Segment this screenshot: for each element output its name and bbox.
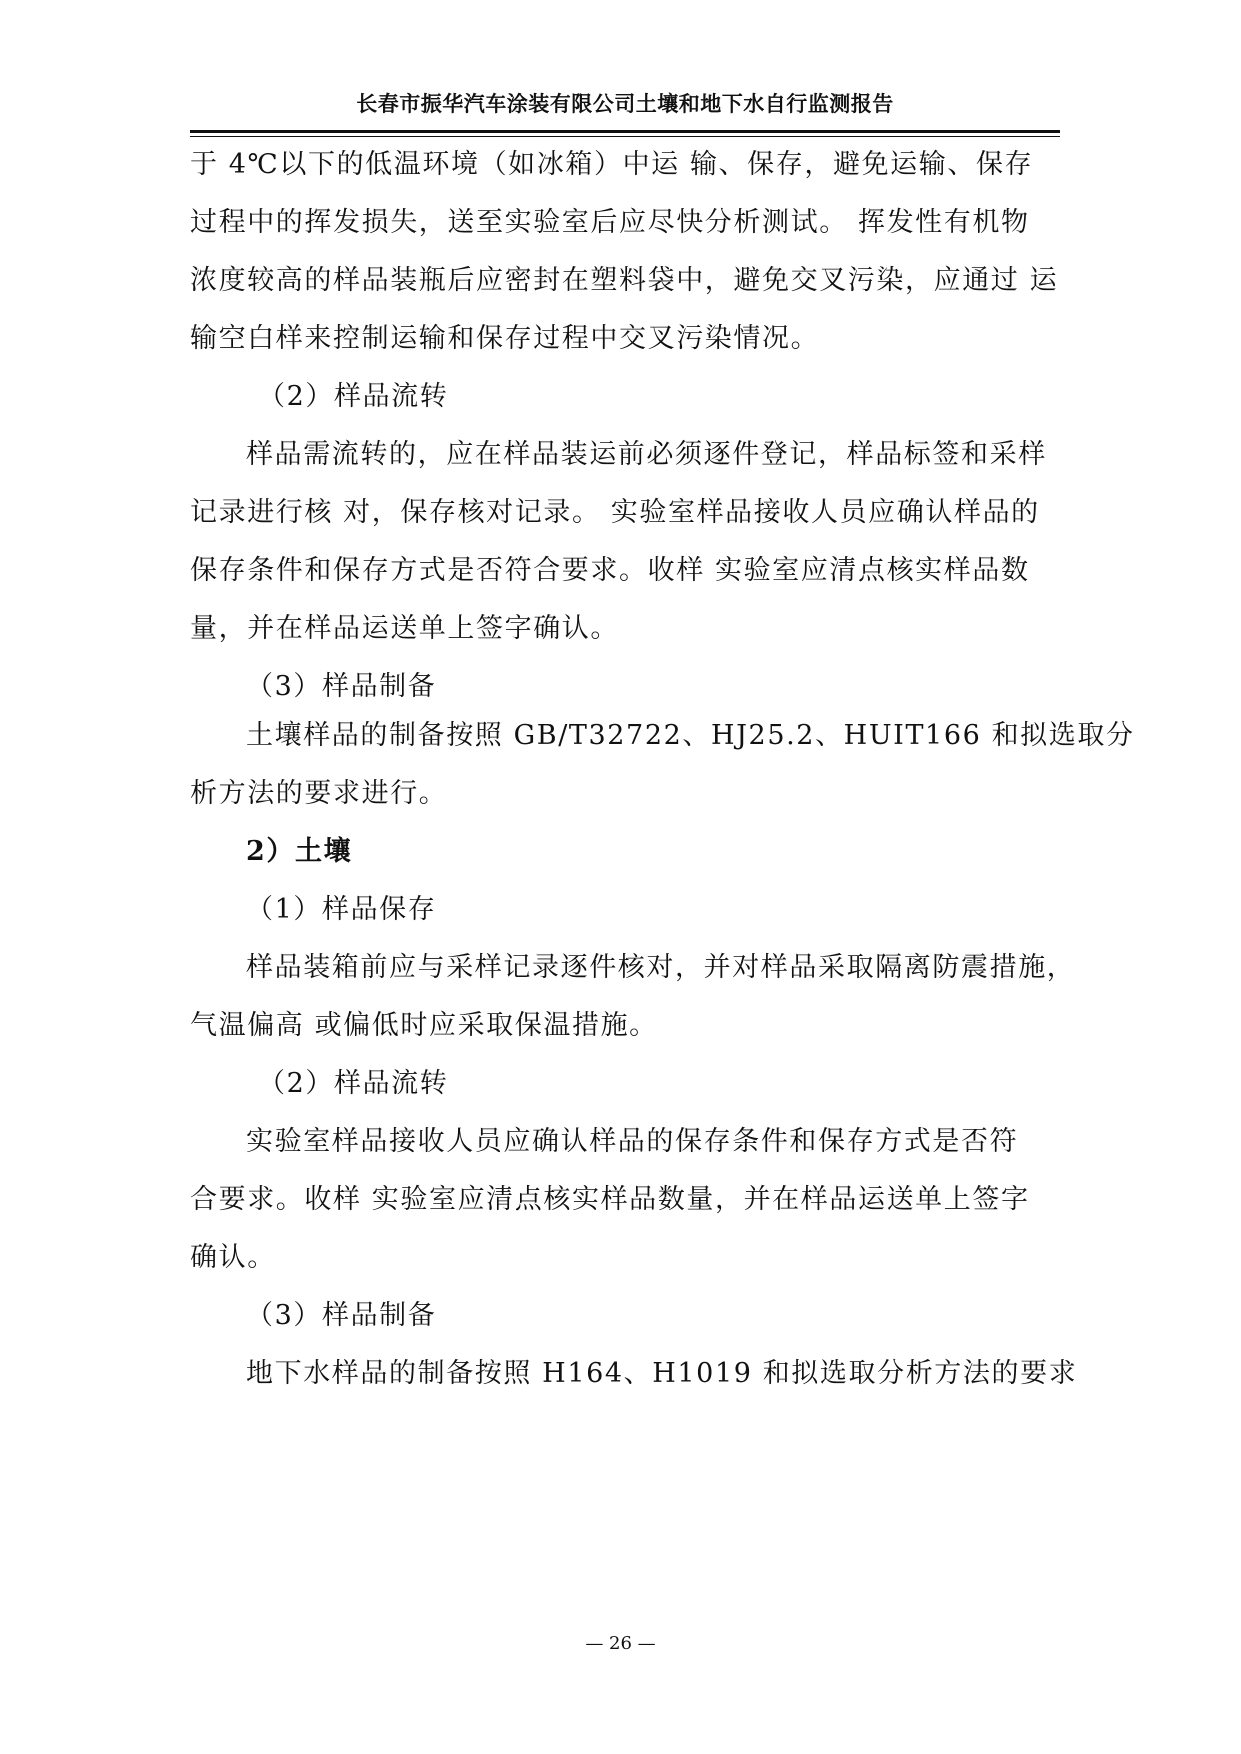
body-line: 析方法的要求进行。 — [190, 778, 448, 809]
header-rule-thin — [190, 136, 1060, 137]
body-line: 记录进行核 对，保存核对记录。 实验室样品接收人员应确认样品的 — [190, 497, 1040, 528]
body-line: 地下水样品的制备按照 H164、H1019 和拟选取分析方法的要求 — [246, 1358, 1078, 1389]
header-rule-thick — [190, 130, 1060, 133]
body-line: 于 4℃以下的低温环境（如冰箱）中运 输、保存，避免运输、保存 — [190, 149, 1034, 180]
subsection-heading: （2）样品流转 — [258, 381, 449, 412]
body-line: 实验室样品接收人员应确认样品的保存条件和保存方式是否符 — [246, 1126, 1019, 1157]
section-heading: 2）土壤 — [246, 836, 353, 867]
subsection-heading: （3）样品制备 — [246, 1300, 437, 1331]
body-line: 过程中的挥发损失，送至实验室后应尽快分析测试。 挥发性有机物 — [190, 207, 1030, 238]
body-line: 样品装箱前应与采样记录逐件核对，并对样品采取隔离防震措施， — [246, 952, 1076, 983]
subsection-heading: （3）样品制备 — [246, 671, 437, 702]
body-line: 浓度较高的样品装瓶后应密封在塑料袋中，避免交叉污染，应通过 运 — [190, 265, 1059, 296]
body-line: 样品需流转的，应在样品装运前必须逐件登记，样品标签和采样 — [246, 439, 1047, 470]
body-line: 保存条件和保存方式是否符合要求。收样 实验室应清点核实样品数 — [190, 555, 1030, 586]
body-line: 确认。 — [190, 1242, 276, 1273]
body-line: 输空白样来控制运输和保存过程中交叉污染情况。 — [190, 323, 820, 354]
body-line: 合要求。收样 实验室应清点核实样品数量，并在样品运送单上签字 — [190, 1184, 1030, 1215]
body-line: 量，并在样品运送单上签字确认。 — [190, 613, 619, 644]
subsection-heading: （2）样品流转 — [258, 1068, 449, 1099]
page-number: — 26 — — [585, 1633, 656, 1654]
body-line: 气温偏高 或偏低时应采取保温措施。 — [190, 1010, 658, 1041]
body-line: 土壤样品的制备按照 GB/T32722、HJ25.2、HUIT166 和拟选取分 — [246, 720, 1135, 751]
running-header: 长春市振华汽车涂装有限公司土壤和地下水自行监测报告 — [356, 91, 894, 116]
subsection-heading: （1）样品保存 — [246, 894, 437, 925]
